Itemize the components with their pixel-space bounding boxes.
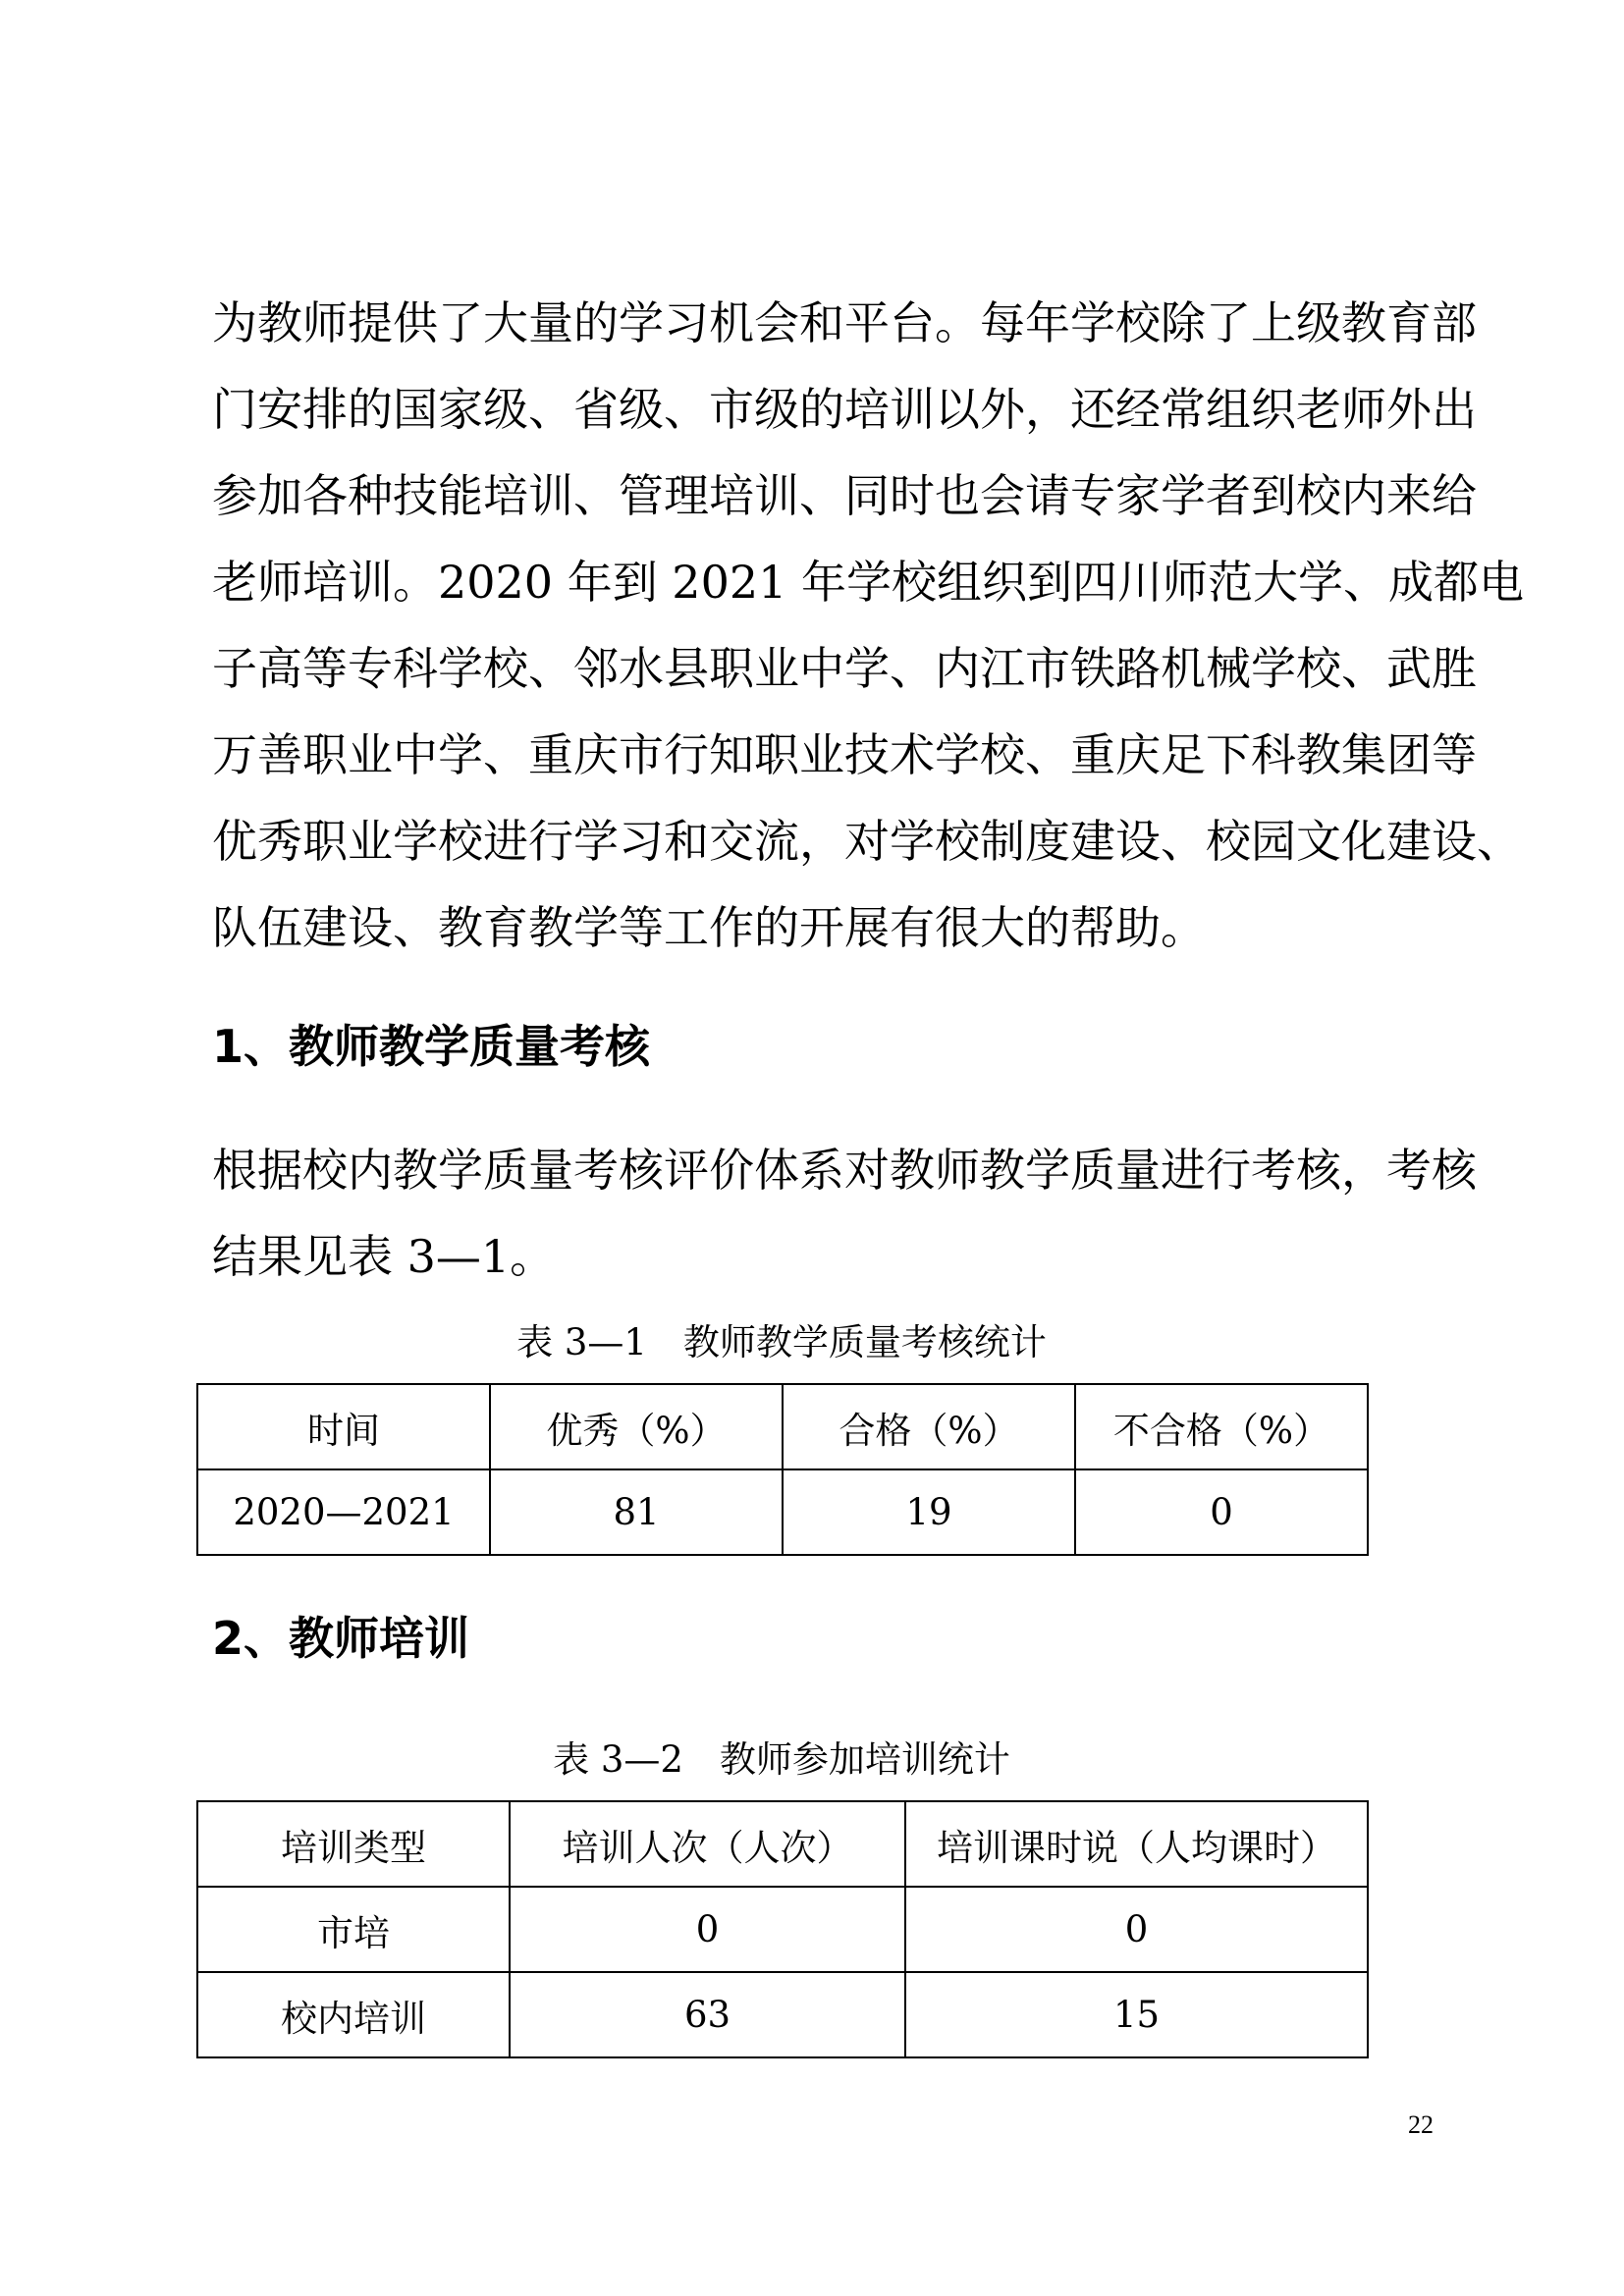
paragraph-line: 老师培训。2020 年到 2021 年学校组织到四川师范大学、成都电	[212, 556, 1524, 609]
table-cell: 15	[905, 1972, 1368, 2057]
table-header-cell: 培训课时说（人均课时）	[905, 1801, 1368, 1887]
teacher-training-table	[196, 1800, 1369, 2058]
paragraph-line: 门安排的国家级、省级、市级的培训以外，还经常组织老师外出	[212, 383, 1477, 436]
table-header-cell: 不合格（%）	[1075, 1384, 1368, 1469]
table-cell: 0	[1075, 1469, 1368, 1555]
table-row	[197, 1469, 1368, 1555]
intro-paragraph	[212, 280, 1524, 971]
section1-paragraph	[212, 1127, 1477, 1300]
table-header-row	[197, 1384, 1368, 1469]
table-header-cell: 培训类型	[197, 1801, 510, 1887]
table-header-cell: 合格（%）	[783, 1384, 1075, 1469]
table-cell: 19	[783, 1469, 1075, 1555]
table-cell: 2020—2021	[197, 1469, 490, 1555]
table-header-cell: 培训人次（人次）	[510, 1801, 905, 1887]
table-cell: 校内培训	[197, 1972, 510, 2057]
table-caption-3-1: 表 3—1 教师教学质量考核统计	[516, 1321, 1047, 1363]
table-cell: 63	[510, 1972, 905, 2057]
paragraph-line: 优秀职业学校进行学习和交流，对学校制度建设、校园文化建设、	[212, 815, 1522, 868]
paragraph-line: 根据校内教学质量考核评价体系对教师教学质量进行考核，考核	[212, 1144, 1477, 1197]
table-caption-3-2: 表 3—2 教师参加培训统计	[553, 1738, 1010, 1781]
page-number: 22	[1408, 2110, 1434, 2139]
table-header-cell: 优秀（%）	[490, 1384, 783, 1469]
paragraph-line: 结果见表 3—1。	[212, 1230, 556, 1283]
paragraph-line: 为教师提供了大量的学习机会和平台。每年学校除了上级教育部	[212, 296, 1477, 349]
paragraph-line: 子高等专科学校、邻水县职业中学、内江市铁路机械学校、武胜	[212, 642, 1477, 695]
paragraph-line: 队伍建设、教育教学等工作的开展有很大的帮助。	[212, 901, 1206, 954]
quality-assessment-table	[196, 1383, 1369, 1556]
table-header-cell: 时间	[197, 1384, 490, 1469]
paragraph-line: 万善职业中学、重庆市行知职业技术学校、重庆足下科教集团等	[212, 728, 1477, 781]
table-cell: 81	[490, 1469, 783, 1555]
section-heading-quality-assessment: 1、教师教学质量考核	[212, 1020, 651, 1073]
paragraph-line: 参加各种技能培训、管理培训、同时也会请专家学者到校内来给	[212, 469, 1477, 522]
section-heading-teacher-training: 2、教师培训	[212, 1612, 470, 1665]
table-cell: 0	[510, 1887, 905, 1972]
table-row	[197, 1887, 1368, 1972]
table-cell: 市培	[197, 1887, 510, 1972]
table-cell: 0	[905, 1887, 1368, 1972]
table-header-row	[197, 1801, 1368, 1887]
table-row	[197, 1972, 1368, 2057]
